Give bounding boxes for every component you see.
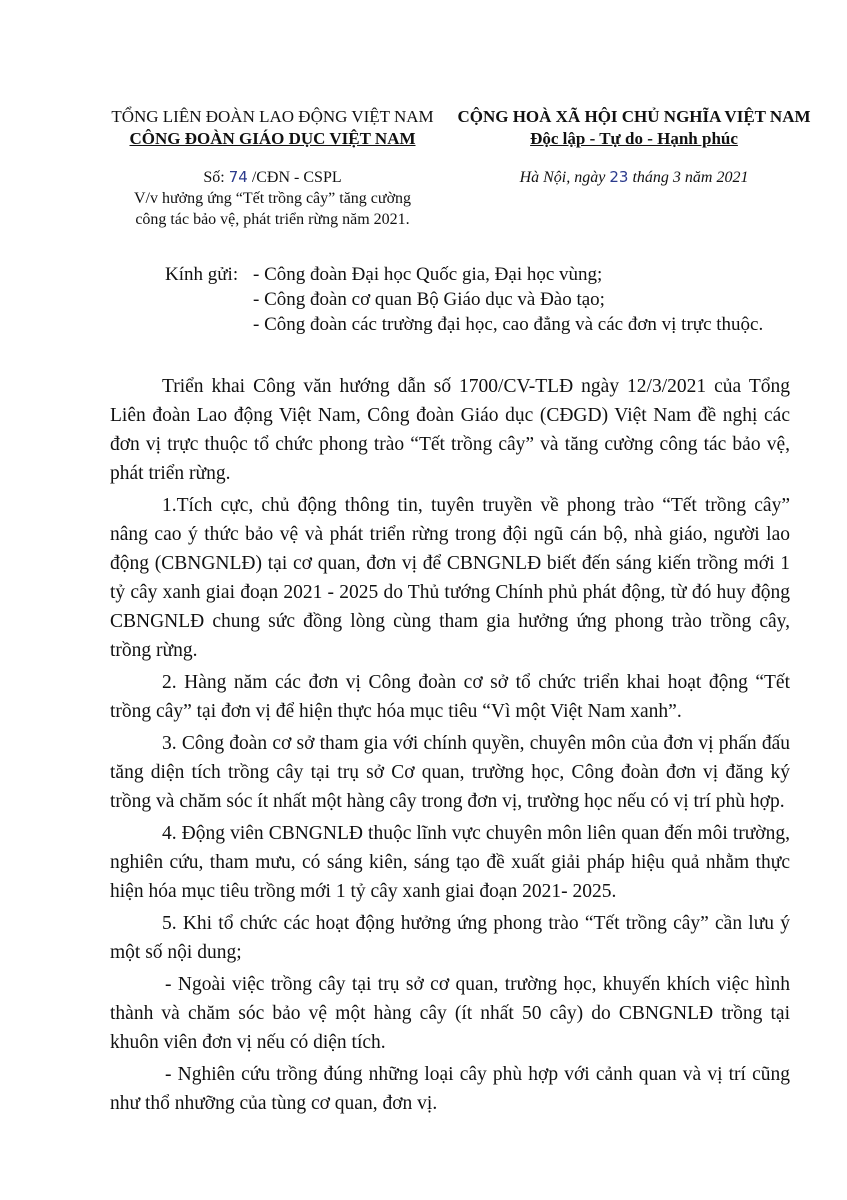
issuer-block — [100, 106, 445, 150]
document-subject — [100, 188, 445, 230]
national-motto: Độc lập - Tự do - Hạnh phúc — [530, 129, 738, 148]
body-paragraph-intro: Triển khai Công văn hướng dẫn số 1700/CV-TLĐ ngày 12/3/2021 của Tổng Liên đoàn Lao động Việt Nam, Công đoàn Giáo dục (CĐGD) Việt Nam đề nghị các đơn vị trực thuộc tổ chức phong trào “Tết trồng cây” và tăng cường công tác bảo vệ, phát triển rừng. — [110, 376, 790, 484]
recipients-block — [165, 262, 763, 337]
body-paragraph-item-3: 3. Công đoàn cơ sở tham gia với chính quyền, chuyên môn của đơn vị phấn đấu tăng diện tích trồng cây tại trụ sở Cơ quan, trường học, Công đoàn đơn vị đăng ký trồng và chăm sóc ít nhất một hàng cây trong đơn vị, trường học nếu có vị trí phù hợp. — [110, 733, 790, 812]
subject-line-1: V/v hưởng ứng “Tết trồng cây” tăng cường — [133, 190, 412, 207]
subject-line-2: công tác bảo vệ, phát triển rừng năm 2021. — [135, 211, 410, 228]
body-paragraph-bullet-2: - Nghiên cứu trồng đúng những loại cây phù hợp với cảnh quan và vị trí cũng như thổ nhưỡng của tùng cơ quan, đơn vị. — [110, 1064, 790, 1114]
document-number — [100, 168, 445, 187]
body-paragraph-item-2: 2. Hàng năm các đơn vị Công đoàn cơ sở tổ chức triển khai hoạt động “Tết trồng cây” tại đơn vị để hiện thực hóa mục tiêu “Vì một Việt Nam xanh”. — [110, 672, 790, 722]
date-day-handwritten: 23 — [609, 168, 629, 186]
body-paragraph-item-1: 1.Tích cực, chủ động thông tin, tuyên truyền về phong trào “Tết trồng cây” nâng cao ý thức bảo vệ và phát triển rừng trong đội ngũ cán bộ, nhà giáo, người lao động (CBNGNLĐ) tại cơ quan, đơn vị để CBNGNLĐ biết đến sáng kiến trồng mới 1 tỷ cây xanh giai đoạn 2021 - 2025 do Thủ tướng Chính phủ phát động, từ đó huy động CBNGNLĐ chung sức đồng lòng cùng tham gia hưởng ứng phong trào trồng cây, trồng rừng. — [110, 495, 790, 661]
recipient-item: - Công đoàn Đại học Quốc gia, Đại học vùng; — [253, 264, 603, 285]
recipient-item: - Công đoàn các trường đại học, cao đẳng và các đơn vị trực thuộc. — [253, 314, 764, 335]
nation-title: CỘNG HOÀ XÃ HỘI CHỦ NGHĨA VIỆT NAM — [457, 107, 811, 126]
date-prefix: Hà Nội, ngày — [519, 169, 610, 186]
document-number-handwritten: 74 — [228, 168, 248, 186]
document-date — [448, 168, 820, 187]
body-paragraph-bullet-1: - Ngoài việc trồng cây tại trụ sở cơ quan, trường học, khuyến khích việc hình thành và chăm sóc bảo vệ một hàng cây (ít nhất 50 cây) do CBNGNLĐ trồng tại khuôn viên đơn vị nếu có diện tích. — [110, 974, 790, 1053]
document-number-suffix: /CĐN - CSPL — [247, 169, 342, 186]
issuer-org-name: CÔNG ĐOÀN GIÁO DỤC VIỆT NAM — [129, 129, 416, 148]
recipient-item: - Công đoàn cơ quan Bộ Giáo dục và Đào tạo; — [253, 289, 605, 310]
recipients-label: Kính gửi: — [165, 264, 239, 285]
date-suffix: tháng 3 năm 2021 — [628, 169, 749, 186]
national-header — [448, 106, 820, 150]
document-number-prefix: Số: — [203, 169, 229, 186]
body-paragraph-item-4: 4. Động viên CBNGNLĐ thuộc lĩnh vực chuyên môn liên quan đến môi trường, nghiên cứu, tham mưu, có sáng kiên, sáng tạo đề xuất giải pháp hiệu quả nhằm thực hiện hóa mục tiêu trồng mới 1 tỷ cây xanh giai đoạn 2021- 2025. — [110, 823, 790, 902]
document-body — [110, 372, 790, 1121]
issuer-parent-org: TỔNG LIÊN ĐOÀN LAO ĐỘNG VIỆT NAM — [111, 107, 434, 126]
body-paragraph-item-5: 5. Khi tổ chức các hoạt động hưởng ứng phong trào “Tết trồng cây” cần lưu ý một số nội dung; — [110, 913, 790, 963]
